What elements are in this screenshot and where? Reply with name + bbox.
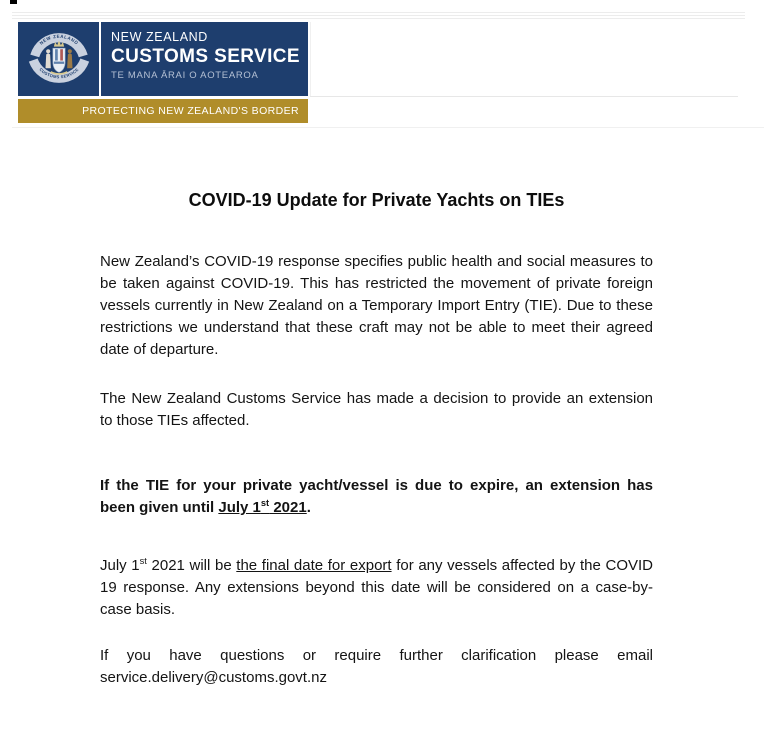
logo-country-label: NEW ZEALAND — [111, 30, 208, 44]
tagline-bar — [18, 99, 308, 123]
paragraph-4 — [100, 555, 653, 621]
table-ruling-right-horizontal — [310, 96, 738, 97]
table-ruling-top — [12, 12, 745, 21]
crest-cell — [18, 22, 101, 96]
paragraph-5 — [100, 645, 653, 689]
logo-org-name: CUSTOMS SERVICE — [111, 45, 301, 67]
text-run: . — [306, 499, 311, 516]
crest-left-figure — [45, 54, 50, 69]
document-content — [100, 189, 653, 689]
crest-right-figure — [67, 54, 72, 69]
document-body — [100, 251, 653, 689]
underlined-text — [218, 499, 306, 516]
text-run: the final date for export — [236, 557, 392, 574]
nz-coat-of-arms-icon — [26, 26, 92, 92]
document-title: COVID-19 Update for Private Yachts on TIEs — [188, 190, 565, 210]
text-run: for any vessels affected by the COVID 19 response. Any extensions beyond this date will be considered on a case-by-case basis. — [100, 557, 653, 618]
text-run: st — [139, 556, 147, 566]
crest-shield-stripe — [60, 49, 63, 60]
logo-text-block — [101, 22, 308, 96]
tagline-label: PROTECTING NEW ZEALAND'S BORDER — [82, 105, 299, 117]
text-run: New Zealand’s COVID-19 response specifies public health and social measures to be taken against COVID-19. This has restricted the movement of private foreign vessels currently in New Zealand on a Temporary Import Entry (TIE). Due to these restrictions we understand that these craft may not be able to meet their agreed date of departure. — [100, 253, 653, 358]
crest-left-figure — [46, 49, 50, 53]
text-run: July 1 — [218, 499, 261, 516]
logo-maori-name: TE MANA ĀRAI O AOTEAROA — [111, 69, 259, 81]
crest-right-figure — [67, 49, 71, 53]
paragraph-1 — [100, 251, 653, 361]
email-address: service.delivery@customs.govt.nz — [100, 669, 327, 686]
text-run: If the TIE for your private yacht/vessel is due to expire, an extension has been given until — [100, 477, 653, 516]
text-run: 2021 will be — [146, 557, 237, 574]
text-run: If you have questions or require further clarification please email — [100, 647, 653, 664]
table-ruling-right-vertical — [310, 22, 311, 96]
scan-corner-mark — [10, 0, 17, 4]
underlined-text — [236, 557, 391, 574]
crest-shield-stripe — [55, 49, 58, 60]
crest-shield-band — [53, 62, 63, 64]
customs-logo — [18, 22, 308, 96]
paragraph-3 — [100, 475, 653, 519]
text-run: 2021 — [269, 499, 307, 516]
crest-top-banner-text: NEW ZEALAND — [38, 33, 79, 46]
text-run: The New Zealand Customs Service has made a decision to provide an extension to those TIEs affected. — [100, 390, 653, 429]
text-run: July 1 — [100, 557, 140, 574]
crest-shield — [52, 48, 64, 72]
crest-bottom-banner-text: CUSTOMS SERVICE — [37, 66, 80, 80]
text-run: st — [260, 498, 270, 508]
paragraph-2 — [100, 388, 653, 432]
table-ruling-bottom — [12, 127, 764, 128]
